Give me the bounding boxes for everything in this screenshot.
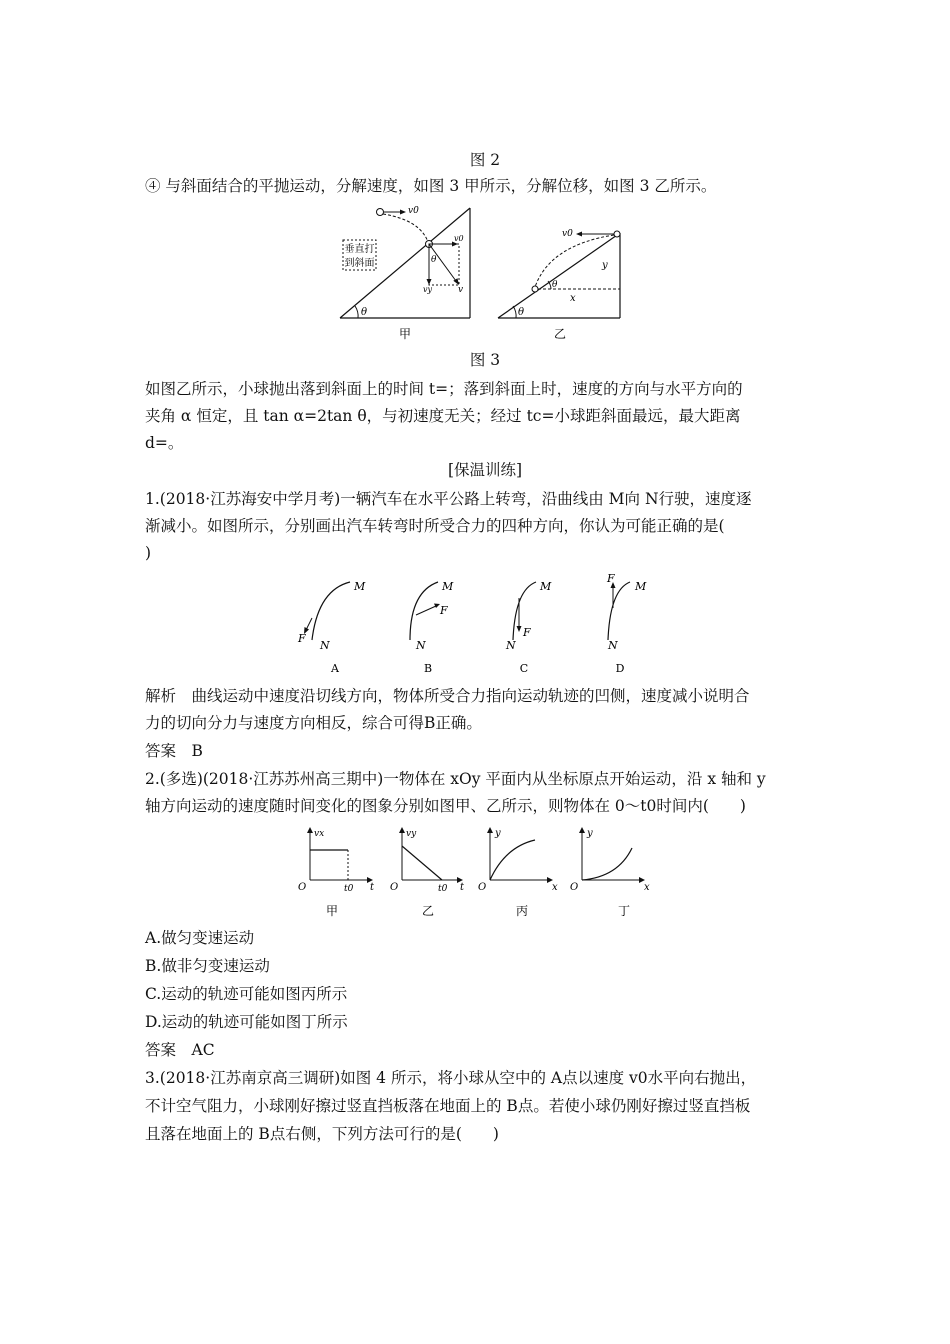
- ding-ylabel: y: [587, 828, 593, 839]
- q1d-M: M: [635, 580, 647, 593]
- q1b-N: N: [416, 639, 426, 652]
- yi-caption: 乙: [421, 904, 435, 918]
- yi-ylabel: vy: [406, 829, 417, 839]
- figure-3: [330, 200, 630, 345]
- q1-figure-a: [297, 580, 366, 675]
- jia-label: 甲: [398, 327, 412, 341]
- bing-xlabel: x: [552, 882, 558, 893]
- yi-theta-label: θ: [518, 307, 525, 318]
- jia-vx-label: v0: [454, 234, 464, 243]
- jia-origin: O: [298, 882, 307, 893]
- jia-t0: t0: [344, 884, 354, 894]
- ding-origin: O: [570, 882, 579, 893]
- q1-figures: [290, 570, 670, 680]
- q1-figure-d: [606, 572, 647, 675]
- q1b-label: B: [423, 662, 433, 675]
- q3-line-1: 3.(2018·江苏南京高三调研)如图 4 所示，将小球从空中的 A点以速度 v0水平向右抛出，: [145, 1069, 757, 1087]
- q1a-label: A: [331, 662, 339, 675]
- yi-theta2-label: θ: [552, 280, 558, 290]
- yi-t0: t0: [438, 884, 448, 894]
- figure-3-yi-panel: [498, 229, 620, 341]
- jia-v-label: v: [458, 285, 464, 295]
- q1c-label: C: [519, 662, 529, 675]
- q1a-N: N: [320, 639, 330, 652]
- yi-v0-label: v0: [562, 229, 573, 239]
- q2-answer: 答案 AC: [145, 1041, 215, 1059]
- q1c-N: N: [506, 639, 516, 652]
- jia-vy-label: vy: [423, 285, 433, 294]
- jia-theta-label: θ: [361, 307, 368, 318]
- yi-label: 乙: [553, 327, 567, 341]
- bing-ylabel: y: [495, 828, 501, 839]
- q2-line-1: 2.(多选)(2018·江苏苏州高三期中)一物体在 xOy 平面内从坐标原点开始运动，沿 x 轴和 y: [145, 770, 766, 788]
- q1d-N: N: [608, 639, 618, 652]
- jia-theta2-label: θ: [431, 255, 437, 265]
- q1-line-2: 渐减小。如图所示，分别画出汽车转弯时所受合力的四种方向，你认为可能正确的是(: [145, 517, 725, 535]
- jia-box-line1: 垂直打: [344, 244, 375, 255]
- q3-line-3: 且落在地面上的 B点右侧，下列方法可行的是( ): [145, 1125, 499, 1143]
- q1-analysis-line-2: 力的切向分力与速度方向相反，综合可得B正确。: [145, 714, 482, 732]
- q1b-F: F: [440, 604, 448, 617]
- q2-option-c: C.运动的轨迹可能如图丙所示: [145, 985, 348, 1003]
- q2-graph-yi: [390, 828, 465, 918]
- q1-analysis-line-1: 解析 曲线运动中速度沿切线方向，物体所受合力指向运动轨迹的凹侧，速度减小说明合: [145, 687, 750, 705]
- q1a-F: F: [298, 632, 306, 645]
- bing-origin: O: [478, 882, 487, 893]
- ding-xlabel: x: [644, 882, 650, 893]
- q1-line-1: 1.(2018·江苏海安中学月考)一辆汽车在水平公路上转弯，沿曲线由 M向 N行驶，速度逐: [145, 490, 752, 508]
- bing-caption: 丙: [515, 904, 529, 918]
- jia-v0-label: v0: [408, 206, 419, 216]
- q2-graph-bing: [478, 828, 558, 918]
- figure-3-jia-panel: [340, 206, 470, 341]
- q2-graph-jia: [298, 828, 375, 918]
- q2-option-a: A.做匀变速运动: [145, 929, 255, 947]
- item-4-text: ④ 与斜面结合的平抛运动，分解速度，如图 3 甲所示，分解位移，如图 3 乙所示。: [145, 177, 717, 195]
- jia-xlabel: t: [370, 882, 375, 893]
- q1b-M: M: [442, 580, 454, 593]
- section-title: [保温训练]: [447, 461, 523, 479]
- q1c-F: F: [523, 626, 531, 639]
- q1c-M: M: [540, 580, 552, 593]
- para-line-3: d=。: [145, 434, 184, 452]
- yi-origin: O: [390, 882, 399, 893]
- q1a-M: M: [354, 580, 366, 593]
- q2-option-d: D.运动的轨迹可能如图丁所示: [145, 1013, 348, 1031]
- ding-caption: 丁: [617, 904, 631, 918]
- yi-xlabel: t: [460, 882, 465, 893]
- q1-figure-b: [410, 580, 454, 675]
- jia-caption: 甲: [325, 904, 339, 918]
- para-line-2: 夹角 α 恒定，且 tan α=2tan θ，与初速度无关；经过 tc=小球距斜面最远，最大距离: [145, 407, 741, 425]
- jia-ylabel: vx: [314, 829, 325, 839]
- q1-answer: 答案 B: [145, 742, 203, 760]
- q1d-label: D: [615, 662, 625, 675]
- q1-figure-c: [505, 580, 552, 675]
- q1-line-3: ): [145, 544, 152, 562]
- jia-box-line2: 到斜面: [344, 258, 375, 269]
- q2-graphs: [290, 822, 660, 922]
- q2-option-b: B.做非匀变速运动: [145, 957, 270, 975]
- para-line-1: 如图乙所示，小球抛出落到斜面上的时间 t=；落到斜面上时，速度的方向与水平方向的: [145, 380, 743, 398]
- q2-line-2: 轴方向运动的速度随时间变化的图象分别如图甲、乙所示，则物体在 0～t0时间内( ): [145, 797, 746, 815]
- yi-x-label: x: [570, 293, 576, 304]
- q1d-F: F: [607, 572, 615, 585]
- yi-y-label: y: [602, 260, 608, 271]
- figure-3-caption: 图 3: [469, 351, 501, 369]
- figure-2-caption: 图 2: [469, 151, 501, 169]
- q3-line-2: 不计空气阻力，小球刚好擦过竖直挡板落在地面上的 B点。若使小球仍刚好擦过竖直挡板: [145, 1097, 751, 1115]
- q2-graph-ding: [570, 828, 650, 918]
